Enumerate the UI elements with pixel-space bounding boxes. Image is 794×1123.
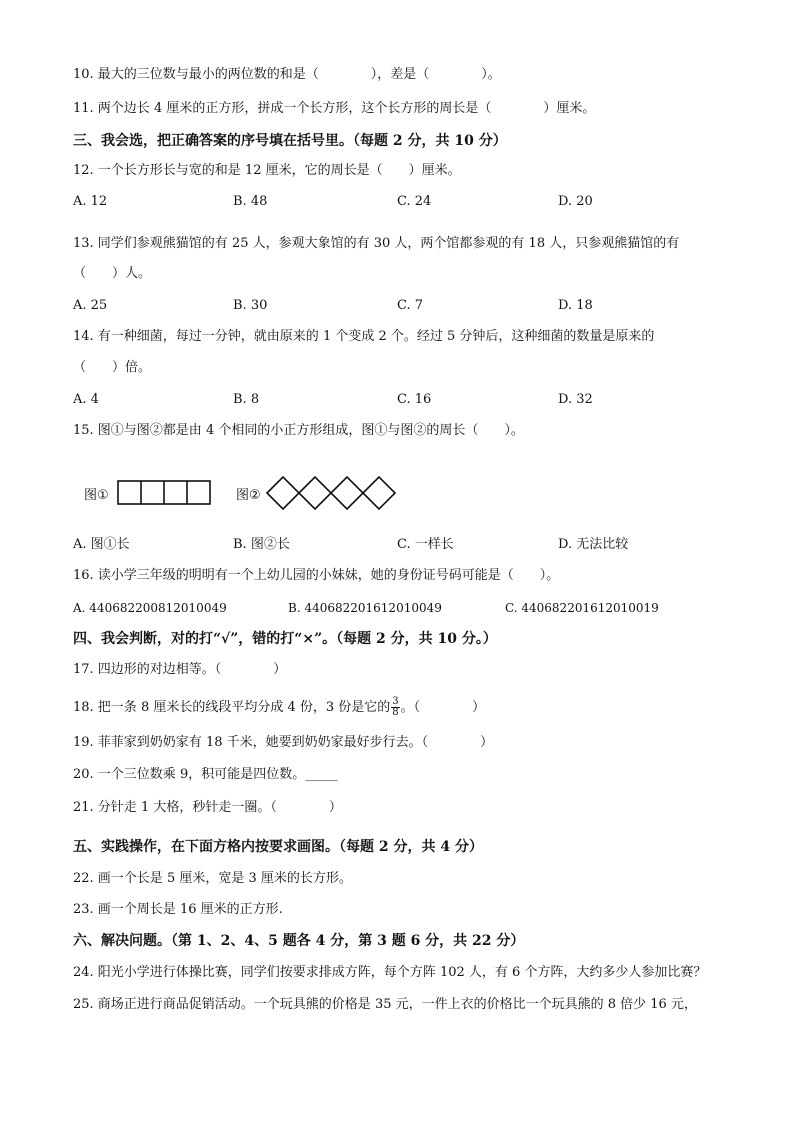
question-18 [73, 697, 485, 718]
question-24: 24. 阳光小学进行体操比赛，同学们按要求排成方阵，每个方阵 102 人，有 6 个方阵，大约多少人参加比赛？ [73, 965, 707, 980]
q18-answer-blank: 。（ ） [400, 700, 486, 715]
q12-option-d: D. 20 [558, 194, 593, 209]
question-21: 21. 分针走 1 大格，秒针走一圈。（ ） [73, 800, 342, 815]
section-3-heading: 三、我会选，把正确答案的序号填在括号里。（每题 2 分，共 10 分） [73, 133, 507, 149]
q15-option-b: B. 图②长 [233, 537, 290, 552]
q13-option-c: C. 7 [397, 298, 424, 313]
question-16: 16. 读小学三年级的明明有一个上幼儿园的小妹妹，她的身份证号码可能是（ ）。 [73, 568, 560, 583]
question-11: 11. 两个边长 4 厘米的正方形，拼成一个长方形，这个长方形的周长是（ ）厘米。 [73, 101, 596, 116]
q12-option-a: A. 12 [73, 194, 108, 209]
q15-option-c: C. 一样长 [397, 537, 454, 552]
question-19: 19. 菲菲家到奶奶家有 18 千米，她要到奶奶家最好步行去。（ ） [73, 735, 494, 750]
q14-option-c: C. 16 [397, 392, 432, 407]
question-15: 15. 图①与图②都是由 4 个相同的小正方形组成，图①与图②的周长（ ）。 [73, 423, 524, 438]
figure-1-squares [117, 480, 213, 506]
q16-option-c: C. 440682201612010019 [505, 601, 659, 615]
q13-option-a: A. 25 [73, 298, 108, 313]
q13-option-b: B. 30 [233, 298, 268, 313]
q15-option-d: D. 无法比较 [558, 537, 629, 552]
question-14-line-2: （ ）倍。 [73, 360, 152, 375]
question-10: 10. 最大的三位数与最小的两位数的和是（ ），差是（ ）。 [73, 67, 501, 82]
section-5-heading: 五、实践操作，在下面方格内按要求画图。（每题 2 分，共 4 分） [73, 839, 483, 855]
q18-denominator: 8 [392, 707, 399, 718]
figure-1-label: 图① [84, 488, 109, 503]
question-17: 17. 四边形的对边相等。（ ） [73, 662, 287, 677]
q12-option-b: B. 48 [233, 194, 268, 209]
question-13-line-1: 13. 同学们参观熊猫馆的有 25 人，参观大象馆的有 30 人，两个馆都参观的有 18 人，只参观熊猫馆的有 [73, 236, 680, 251]
question-25: 25. 商场正进行商品促销活动。一个玩具熊的价格是 35 元，一件上衣的价格比一个玩具熊的 8 倍少 16 元， [73, 997, 697, 1012]
q16-option-a: A. 440682200812010049 [73, 601, 227, 615]
q14-option-a: A. 4 [73, 392, 99, 407]
question-23: 23. 画一个周长是 16 厘米的正方形. [73, 902, 283, 917]
section-4-heading: 四、我会判断，对的打“√”，错的打“×”。（每题 2 分，共 10 分。） [73, 631, 497, 647]
question-12: 12. 一个长方形长与宽的和是 12 厘米，它的周长是（ ）厘米。 [73, 163, 461, 178]
q12-option-c: C. 24 [397, 194, 432, 209]
q14-option-d: D. 32 [558, 392, 593, 407]
question-20: 20. 一个三位数乘 9，积可能是四位数。_____ [73, 767, 338, 782]
question-14-line-1: 14. 有一种细菌，每过一分钟，就由原来的 1 个变成 2 个。经过 5 分钟后，这种细菌的数量是原来的 [73, 329, 655, 344]
figure-2-label: 图② [236, 488, 261, 503]
q16-option-b: B. 440682201612010049 [288, 601, 442, 615]
q18-fraction [391, 697, 399, 718]
q13-option-d: D. 18 [558, 298, 593, 313]
q14-option-b: B. 8 [233, 392, 260, 407]
question-13-line-2: （ ）人。 [73, 266, 152, 281]
q18-text: 18. 把一条 8 厘米长的线段平均分成 4 份，3 份是它的 [73, 700, 391, 715]
section-6-heading: 六、解决问题。（第 1、2、4、5 题各 4 分，第 3 题 6 分，共 22 分） [73, 933, 525, 949]
question-22: 22. 画一个长是 5 厘米，宽是 3 厘米的长方形。 [73, 871, 352, 886]
figure-2-diamonds [265, 475, 403, 511]
q15-option-a: A. 图①长 [73, 537, 130, 552]
q18-numerator: 3 [392, 696, 399, 707]
